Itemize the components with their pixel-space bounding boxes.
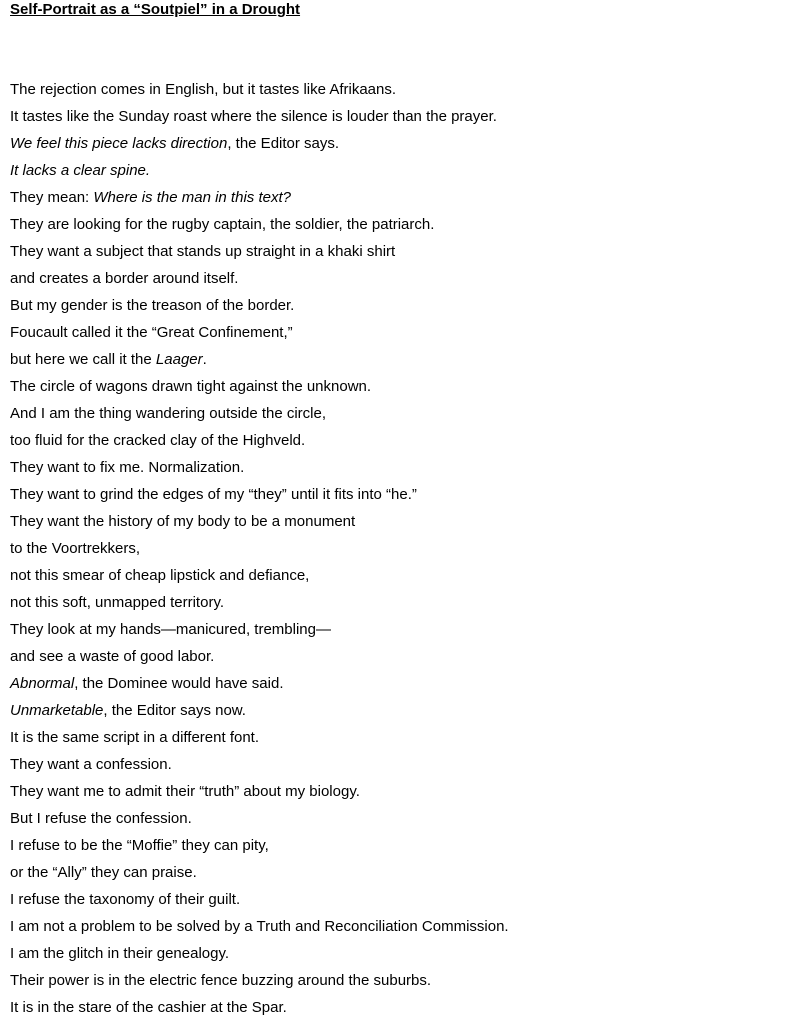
poem-line-italic-segment: Laager [155,351,203,368]
poem-line-segment: and see a waste of good labor. [10,648,215,665]
poem-line-segment: But I refuse the confession. [10,810,192,827]
poem-line-segment: And I am the thing wandering outside the circle, [10,405,327,422]
poem-line [10,809,509,836]
poem-line-italic-segment: It lacks a clear spine. [10,162,151,179]
poem-line-segment: I refuse to be the “Moffie” they can pity, [10,837,269,854]
poem-line [10,188,509,215]
poem-line-segment: They want the history of my body to be a monument [10,513,356,530]
poem-title: Self-Portrait as a “Soutpiel” in a Drought [10,1,301,18]
poem-line-segment: Their power is in the electric fence buzzing around the suburbs. [10,972,432,989]
poem-line-segment: too fluid for the cracked clay of the Highveld. [10,432,306,449]
poem-line [10,701,509,728]
poem-line [10,539,509,566]
poem-line [10,971,509,998]
poem-line [10,755,509,782]
poem-line-segment: They want me to admit their “truth” about my biology. [10,783,360,800]
poem-line [10,944,509,971]
poem-line [10,269,509,296]
poem-line [10,782,509,809]
poem-line-segment: It is the same script in a different font. [10,729,260,746]
poem-line [10,404,509,431]
poem-line [10,107,509,134]
poem-line-segment: They want to grind the edges of my “they” until it fits into “he.” [10,486,417,503]
poem-line-segment: . [202,351,207,368]
poem-line-segment: They want a confession. [10,756,172,773]
poem-line [10,593,509,620]
poem-line-italic-segment: Unmarketable [10,702,104,719]
poem-line-segment: They want a subject that stands up straight in a khaki shirt [10,243,396,260]
poem-line-segment: to the Voortrekkers, [10,540,141,557]
poem-line-segment: Foucault called it the “Great Confinement,” [10,324,293,341]
poem-line [10,134,509,161]
poem-line [10,458,509,485]
poem-line [10,836,509,863]
poem-line [10,728,509,755]
poem-line [10,215,509,242]
poem-line-segment: They want to fix me. Normalization. [10,459,245,476]
poem-line [10,674,509,701]
poem-line-segment: The circle of wagons drawn tight against the unknown. [10,378,372,395]
poem-line-segment: or the “Ally” they can praise. [10,864,197,881]
poem-line [10,620,509,647]
poem-line-segment: But my gender is the treason of the border. [10,297,295,314]
poem-line [10,647,509,674]
poem-line-segment: The rejection comes in English, but it tastes like Afrikaans. [10,81,397,98]
poem-line [10,512,509,539]
poem-line-italic-segment: Abnormal [10,675,75,692]
poem-line-segment: , the Dominee would have said. [74,675,284,692]
poem-line-segment: It tastes like the Sunday roast where the silence is louder than the prayer. [10,108,497,125]
poem-line-segment: I am not a problem to be solved by a Truth and Reconciliation Commission. [10,918,509,935]
poem-line [10,566,509,593]
poem-line-italic-segment: We feel this piece lacks direction [10,135,228,152]
poem-line [10,242,509,269]
poem-line [10,377,509,404]
poem-line-segment: , the Editor says. [227,135,340,152]
poem-line [10,431,509,458]
poem-line [10,296,509,323]
poem-line [10,863,509,890]
poem-line [10,350,509,377]
poem-line-segment: They look at my hands—manicured, trembling— [10,621,331,638]
poem-line [10,917,509,944]
poem-line [10,998,509,1025]
poem-line-segment: They are looking for the rugby captain, the soldier, the patriarch. [10,216,435,233]
poem-line [10,80,509,107]
poem-line [10,323,509,350]
poem-line-segment: but here we call it the [10,351,156,368]
poem-line [10,890,509,917]
poem-line-segment: They mean: [10,189,94,206]
poem-line-italic-segment: Where is the man in this text? [93,189,291,206]
poem-line-segment: It is in the stare of the cashier at the Spar. [10,999,287,1016]
poem-line-segment: , the Editor says now. [103,702,246,719]
poem-line-segment: not this soft, unmapped territory. [10,594,224,611]
poem-line-segment: I am the glitch in their genealogy. [10,945,230,962]
poem-line-segment: I refuse the taxonomy of their guilt. [10,891,241,908]
poem-line-segment: not this smear of cheap lipstick and defiance, [10,567,310,584]
poem-line [10,485,509,512]
poem-line [10,161,509,188]
poem-line-segment: and creates a border around itself. [10,270,239,287]
poem-body [10,80,509,1025]
